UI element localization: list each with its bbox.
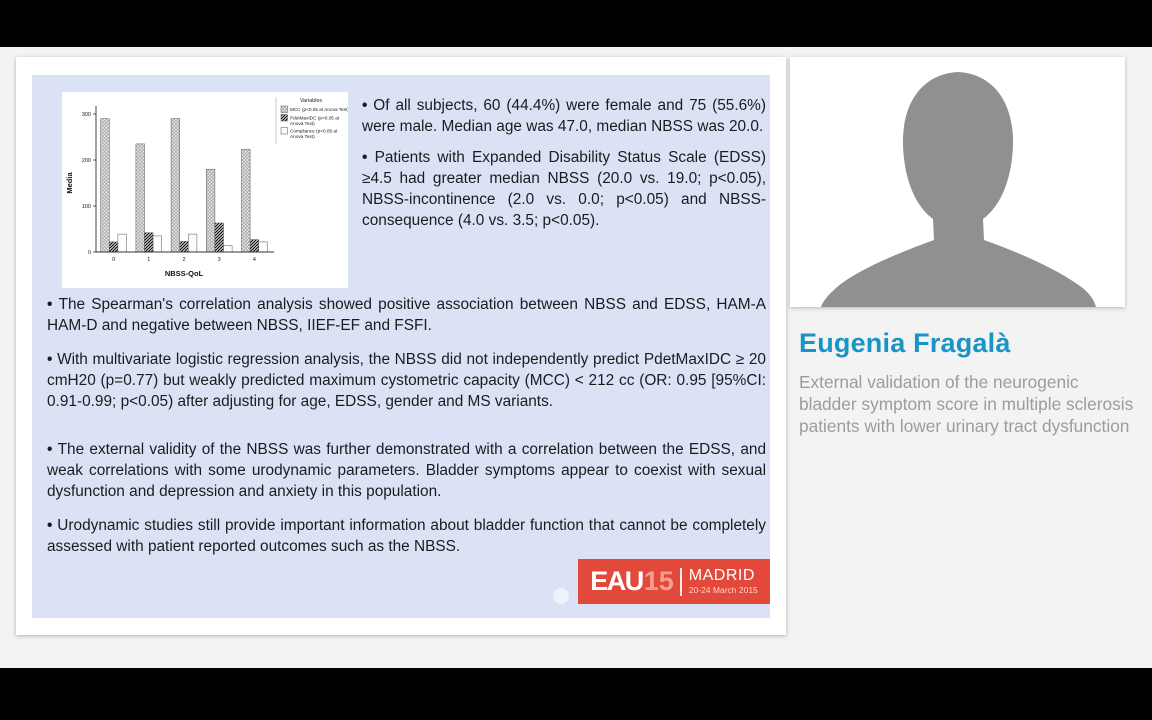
bullet-item: • The external validity of the NBSS was further demonstrated with a correlation between the EDSS, and weak correlations with some urodynamic parameters. Bladder symptoms appear to coexist with sexual dysfunction and depression and anxiety in this population. xyxy=(47,441,766,500)
svg-text:4: 4 xyxy=(252,257,256,263)
bullet-item: • Patients with Expanded Disability Status Scale (EDSS) ≥4.5 had greater median NBSS (20.0 vs. 19.0; p<0.05), NBSS-incontinence (2.0 vs. 0.0; p<0.05) and NBSS-consequence (4.0 vs. 3.5; p<0.05). xyxy=(362,149,766,229)
speaker-photo-placeholder xyxy=(790,57,1125,307)
logo-eau-text: EAU xyxy=(590,566,643,596)
svg-text:MCC (p<0.05 at Anova Test): MCC (p<0.05 at Anova Test) xyxy=(290,107,348,112)
top-letterbox xyxy=(0,0,1152,47)
talk-title: External validation of the neurogenic bladder symptom score in multiple sclerosis patients with lower urinary tract dysfunction xyxy=(799,372,1134,436)
logo-city-text: MADRID xyxy=(688,567,755,585)
bullet-item: • Urodynamic studies still provide important information about bladder function that cannot be completely assessed with patient reported outcomes such as the NBSS. xyxy=(47,517,766,555)
svg-text:Compliance (p<0.05 at: Compliance (p<0.05 at xyxy=(290,128,338,134)
bar-chart xyxy=(62,92,348,288)
svg-text:100: 100 xyxy=(81,204,91,210)
logo-location-block xyxy=(689,568,758,595)
logo-year-text: 15 xyxy=(643,566,674,596)
slide-top-bullets xyxy=(362,95,766,241)
watermark-circle-icon xyxy=(553,588,569,604)
eau15-congress-logo xyxy=(578,559,770,604)
svg-text:1: 1 xyxy=(147,257,151,263)
svg-text:2: 2 xyxy=(182,257,186,263)
svg-text:200: 200 xyxy=(81,158,91,164)
logo-divider xyxy=(680,568,682,596)
content-area xyxy=(0,47,1152,668)
speaker-silhouette-icon xyxy=(790,57,1125,307)
speaker-name: Eugenia Fragalà xyxy=(799,328,1011,358)
svg-text:NBSS-QoL: NBSS-QoL xyxy=(164,269,204,278)
svg-text:Media: Media xyxy=(65,172,74,194)
slide-main-bullets xyxy=(47,294,766,570)
bullet-item: • Of all subjects, 60 (44.4%) were female and 75 (55.6%) were male. Median age was 47.0, median NBSS was 20.0. xyxy=(362,97,766,135)
slide-card xyxy=(16,57,786,635)
svg-text:3: 3 xyxy=(217,257,221,263)
svg-text:0: 0 xyxy=(87,250,91,256)
bullet-item: • The Spearman's correlation analysis showed positive association between NBSS and EDSS, HAM-A HAM-D and negative between NBSS, IIEF-EF and FSFI. xyxy=(47,296,766,334)
svg-text:300: 300 xyxy=(81,112,91,118)
bottom-letterbox xyxy=(0,668,1152,720)
bullet-item: • With multivariate logistic regression analysis, the NBSS did not independently predict PdetMaxIDC ≥ 20 cmH20 (p=0.77) but weakly predicted maximum cystometric capacity (MCC) < 212 cc (OR: 0.95 [95%CI: 0.91-0.99; p<0.05) after adjusting for age, EDSS, gender and MS variants. xyxy=(47,351,766,410)
logo-dates-text: 20-24 March 2015 xyxy=(688,585,758,596)
svg-text:Anova Test): Anova Test) xyxy=(290,133,315,139)
presentation-slide xyxy=(32,75,770,618)
svg-text:Anova Test): Anova Test) xyxy=(290,120,315,126)
svg-text:Variables: Variables xyxy=(299,98,323,104)
svg-text:PdetMaxIDC (p<0.05 at: PdetMaxIDC (p<0.05 at xyxy=(290,115,340,121)
svg-text:0: 0 xyxy=(112,257,116,263)
